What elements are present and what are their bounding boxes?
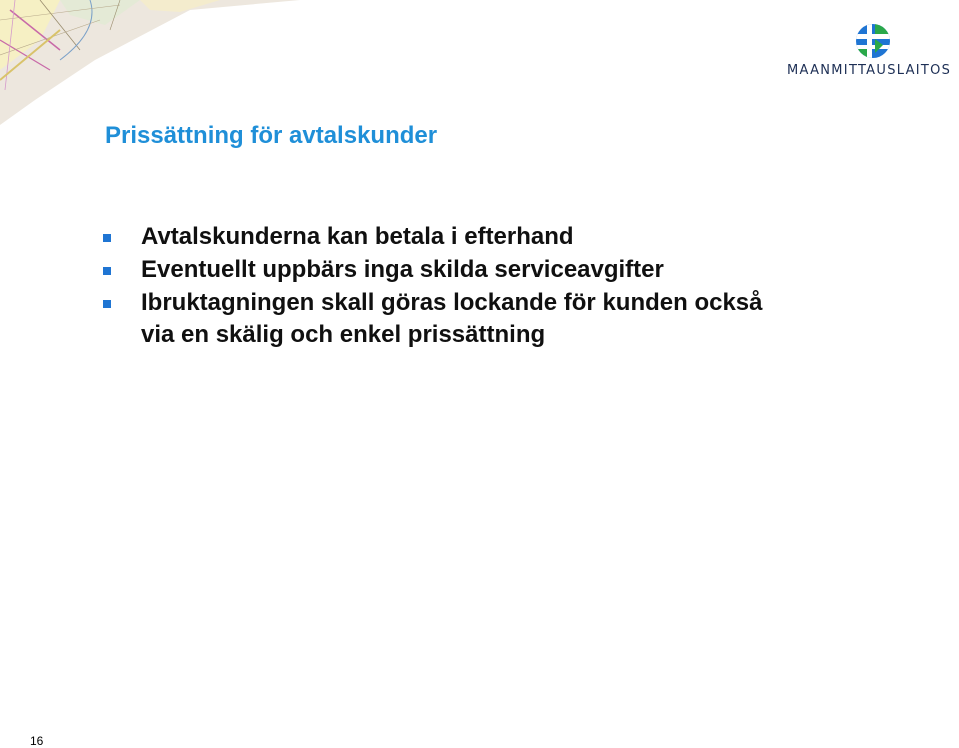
bullet-item [103, 287, 763, 351]
square-bullet-icon [103, 234, 111, 242]
maanmittauslaitos-logo [783, 20, 959, 84]
bullet-text-line-1: Ibruktagningen skall göras lockande för kunden också [141, 289, 763, 316]
bullet-item [103, 221, 763, 253]
bullet-text: Eventuellt uppbärs inga skilda serviceavgifter [141, 256, 664, 283]
slide-title: Prissättning för avtalskunder [105, 122, 438, 149]
page-number: 16 [30, 734, 44, 748]
logo-text: MAANMITTAUSLAITOS [787, 63, 952, 78]
square-bullet-icon [103, 267, 111, 275]
bullet-text-line-2: via en skälig och enkel prissättning [141, 321, 546, 348]
topographic-map-corner-icon [0, 0, 300, 125]
bullet-text: Avtalskunderna kan betala i efterhand [141, 223, 574, 250]
bullet-list [103, 221, 763, 351]
maanmittauslaitos-emblem-icon [855, 23, 891, 59]
bullet-item [103, 254, 763, 286]
square-bullet-icon [103, 300, 111, 308]
